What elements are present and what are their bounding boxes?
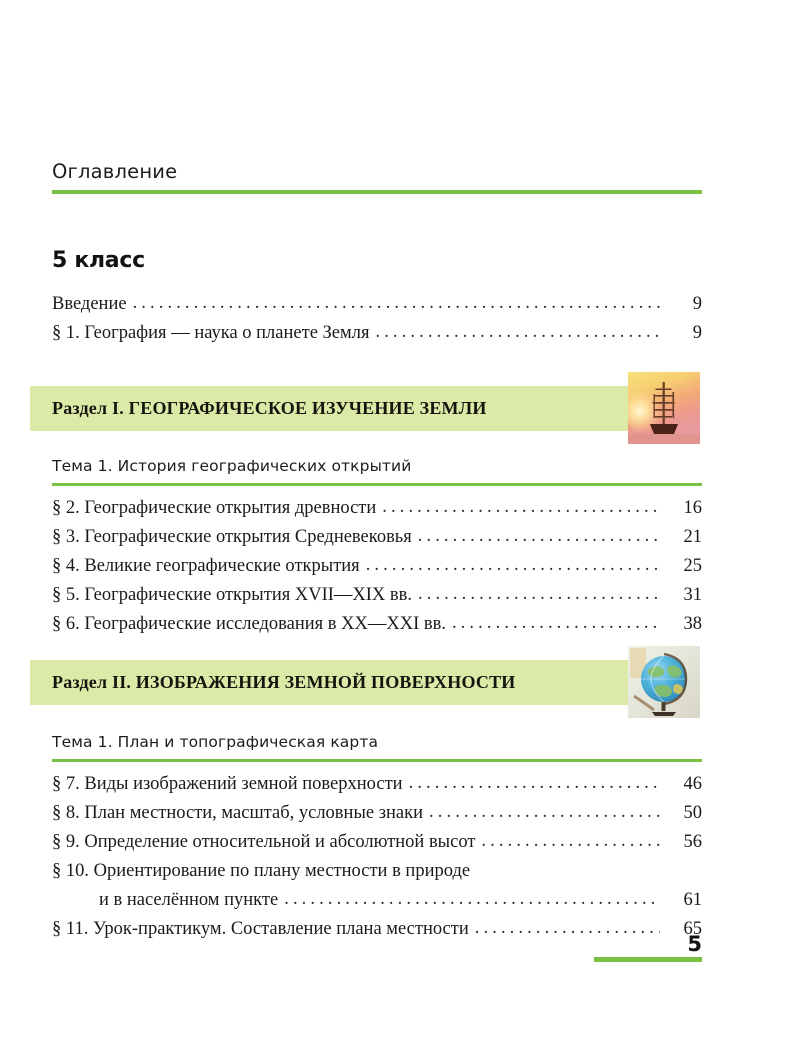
toc-entry-label: § 3. Географические открытия Средневековья bbox=[52, 527, 412, 547]
toc-entry[interactable] bbox=[52, 770, 702, 799]
dot-leader bbox=[133, 289, 660, 318]
globe-photo bbox=[628, 646, 700, 718]
toc-entry-label: § 2. Географические открытия древности bbox=[52, 498, 377, 518]
toc-entry[interactable] bbox=[52, 915, 702, 944]
toc-entry-page: 56 bbox=[683, 832, 702, 852]
toc-entry-label: § 5. Географические открытия XVII—XIX вв. bbox=[52, 585, 412, 605]
toc-entry-page: 50 bbox=[683, 803, 702, 823]
section-1-entry-list bbox=[52, 494, 702, 639]
toc-entry-label: § 10. Ориентирование по плану местности в природе bbox=[52, 861, 471, 881]
toc-entry-page: 61 bbox=[683, 890, 702, 910]
toc-entry-page: 31 bbox=[683, 585, 702, 605]
title-divider bbox=[52, 190, 702, 194]
toc-entry[interactable] bbox=[52, 610, 702, 639]
section-banner-1 bbox=[30, 386, 628, 431]
toc-entry[interactable] bbox=[52, 581, 702, 610]
toc-entry-page: 38 bbox=[683, 614, 702, 634]
dot-leader bbox=[429, 798, 660, 827]
dot-leader bbox=[409, 769, 660, 798]
section-banner-2 bbox=[30, 660, 628, 705]
toc-entry-label: и в населённом пункте bbox=[99, 890, 279, 910]
toc-entry-page: 25 bbox=[683, 556, 702, 576]
toc-entry-page: 9 bbox=[692, 294, 702, 314]
toc-entry[interactable] bbox=[52, 494, 702, 523]
toc-entry-label: § 9. Определение относительной и абсолютной высот bbox=[52, 832, 476, 852]
toc-entry-label: § 11. Урок-практикум. Составление плана местности bbox=[52, 919, 469, 939]
toc-entry-page: 16 bbox=[683, 498, 702, 518]
toc-entry-page: 21 bbox=[683, 527, 702, 547]
toc-entry-label: § 4. Великие географические открытия bbox=[52, 556, 360, 576]
dot-leader bbox=[375, 318, 660, 347]
dot-leader bbox=[418, 580, 660, 609]
intro-entry-list bbox=[52, 290, 702, 348]
toc-entry[interactable] bbox=[52, 799, 702, 828]
dot-leader bbox=[284, 885, 660, 914]
toc-entry[interactable] bbox=[52, 857, 702, 886]
dot-leader bbox=[366, 551, 660, 580]
theme-heading-1: Тема 1. История географических открытий bbox=[52, 457, 412, 475]
toc-entry-label: § 8. План местности, масштаб, условные знаки bbox=[52, 803, 424, 823]
toc-entry[interactable] bbox=[52, 319, 702, 348]
toc-entry[interactable] bbox=[52, 552, 702, 581]
section-banner-label-1: Раздел I. ГЕОГРАФИЧЕСКОЕ ИЗУЧЕНИЕ ЗЕМЛИ bbox=[52, 398, 487, 418]
dot-leader bbox=[475, 914, 660, 943]
grade-heading: 5 класс bbox=[52, 248, 145, 273]
toc-entry-label: § 7. Виды изображений земной поверхности bbox=[52, 774, 403, 794]
dot-leader bbox=[418, 522, 660, 551]
dot-leader bbox=[382, 493, 660, 522]
toc-entry-label: Введение bbox=[52, 294, 127, 314]
section-2-entry-list bbox=[52, 770, 702, 944]
toc-entry-label: § 6. Географические исследования в XX—XXI вв. bbox=[52, 614, 446, 634]
page-number: 5 bbox=[687, 932, 702, 956]
toc-entry[interactable] bbox=[52, 290, 702, 319]
dot-leader bbox=[452, 609, 660, 638]
toc-entry-page: 46 bbox=[683, 774, 702, 794]
toc-entry-page: 65 bbox=[683, 919, 702, 939]
page-number-divider bbox=[594, 957, 702, 962]
sailing-ship-sunset-photo bbox=[628, 372, 700, 444]
toc-entry-page: 9 bbox=[692, 323, 702, 343]
toc-entry[interactable] bbox=[52, 523, 702, 552]
theme-heading-2: Тема 1. План и топографическая карта bbox=[52, 733, 379, 751]
toc-entry[interactable] bbox=[52, 886, 702, 915]
toc-entry-label: § 1. География — наука о планете Земля bbox=[52, 323, 370, 343]
theme-divider-1 bbox=[52, 483, 702, 486]
page-title: Оглавление bbox=[52, 160, 178, 183]
theme-divider-2 bbox=[52, 759, 702, 762]
dot-leader bbox=[481, 827, 660, 856]
toc-entry[interactable] bbox=[52, 828, 702, 857]
section-banner-label-2: Раздел II. ИЗОБРАЖЕНИЯ ЗЕМНОЙ ПОВЕРХНОСТИ bbox=[52, 672, 516, 692]
